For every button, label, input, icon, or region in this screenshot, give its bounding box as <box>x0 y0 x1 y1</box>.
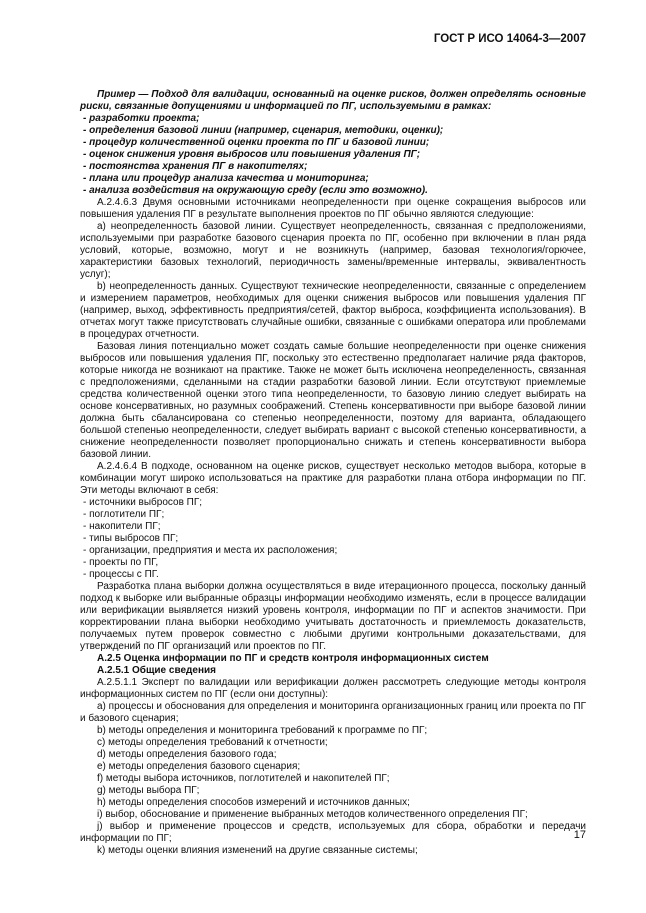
method-item: - источники выбросов ПГ; <box>83 497 203 508</box>
method-item: - процессы с ПГ. <box>83 569 159 580</box>
example-item: - плана или процедур анализа качества и мониторинга; <box>83 173 369 184</box>
method-item: - типы выбросов ПГ; <box>83 533 179 544</box>
page-number: 17 <box>573 829 586 841</box>
control-item: b) методы определения и мониторинга требований к программе по ПГ; <box>97 725 428 736</box>
control-item: d) методы определения базового года; <box>97 749 277 760</box>
control-item: c) методы определения требований к отчетности; <box>97 737 328 748</box>
method-item: - проекты по ПГ, <box>83 557 159 568</box>
paragraph-a2463: А.2.4.6.3 Двумя основными источниками неопределенности при оценке сокращения выбросов или повышения удаления ПГ в результате выполнения проектов по ПГ обычно являются следующие: <box>80 197 586 220</box>
example-intro: Пример — Подход для валидации, основанный на оценке рисков, должен определять основные риски, связанные допущениями и информацией по ПГ, используемыми в рамках: <box>80 89 586 112</box>
paragraph-b: b) неопределенность данных. Существуют технические неопределенности, связанные с определением и измерением параметров, необходимых для оценки снижения выбросов или повышения удаления ПГ (например, выход, эффективность предприятия/сетей, фактор выброса, коэффициента использования). В отчетах могут также присутствовать случайные ошибки, связанные с ошибками оператора или проблемами в процедурах отчетности. <box>80 281 586 340</box>
control-item: e) методы определения базового сценария; <box>97 761 301 772</box>
control-item: f) методы выбора источников, поглотителей и накопителей ПГ; <box>97 773 390 784</box>
control-item: g) методы выбора ПГ; <box>97 785 200 796</box>
example-item: - анализа воздействия на окружающую среду (если это возможно). <box>83 185 428 196</box>
control-item: j) выбор и применение процессов и средств, используемых для сбора, обработки и передачи информации по ПГ; <box>80 821 586 844</box>
paragraph-baseline: Базовая линия потенциально может создать самые большие неопределенности при оценке снижения выбросов или повышения удаления ПГ, поскольку это естественно предполагает наличие ряда факторов, которые никогда не возникают на практике. Также не может быть исключена неопределенность, связанная с предположениями, сделанными на стадии разработки базовой линии. Если отсутствуют приемлемые средства количественной оценки этого типа неопределенности, то базовую линию следует выбирать на основе консервативных, но разумных соображений. Степень консервативности при выборе базовой линии должна быть сбалансирована со степенью неопределенности, поэтому для варианта, обладающего большой степенью неопределенности, следует выбирать вариант с высокой степенью консервативности, а снижение неопределенности позволяет пропорционально снижать и степень консервативности выбора базовой линии. <box>80 341 586 460</box>
example-item: - оценок снижения уровня выбросов или повышения удаления ПГ; <box>83 149 421 160</box>
control-item: i) выбор, обоснование и применение выбранных методов количественного определения ПГ; <box>97 809 528 820</box>
method-item: - поглотители ПГ; <box>83 509 165 520</box>
paragraph-a2464: А.2.4.6.4 В подходе, основанном на оценке рисков, существует несколько методов выбора, которые в комбинации могут широко использоваться на практике для разработки плана отбора информации по ПГ. Эти методы включают в себя: <box>80 461 586 496</box>
page-content <box>80 89 586 857</box>
example-item: - разработки проекта; <box>83 113 200 124</box>
method-item: - организации, предприятия и места их расположения; <box>83 545 338 556</box>
document-header: ГОСТ Р ИСО 14064-3—2007 <box>433 33 586 45</box>
example-item: - процедур количественной оценки проекта по ПГ и базовой линии; <box>83 137 430 148</box>
example-item: - постоянства хранения ПГ в накопителях; <box>83 161 308 172</box>
paragraph-plan: Разработка плана выборки должна осуществляться в виде итерационного процесса, поскольку данный подход к выборке или выбранные образцы информации необходимо изменять, если в процессе валидации или верификации выявляется низкий уровень контроля, информации по ПГ и аспектов значимости. При корректировании плана выборки необходимо учитывать достаточность и приемлемость доказательств, получаемых путем проверок совместно с любыми другими контрольными доказательствами, для утверждений по ПГ организаций или проектов по ПГ. <box>80 581 586 652</box>
method-item: - накопители ПГ; <box>83 521 161 532</box>
paragraph-a: а) неопределенность базовой линии. Существует неопределенность, связанная с предположениями, используемыми при разработке базового сценария проекта по ПГ, особенно при включении в план ряда условий, которые, возможно, могут и не возникнуть (например, базовая технология/горючее, характеристики базовых технологий, периодичность замены/временные интервалы, эквивалентность услуг); <box>80 221 586 280</box>
control-item: k) методы оценки влияния изменений на другие связанные системы; <box>97 845 418 856</box>
section-heading-a251: А.2.5.1 Общие сведения <box>97 665 216 676</box>
control-item: h) методы определения способов измерений и источников данных; <box>97 797 410 808</box>
example-item: - определения базовой линии (например, сценария, методики, оценки); <box>83 125 444 136</box>
section-heading-a25: А.2.5 Оценка информации по ПГ и средств контроля информационных систем <box>97 653 489 664</box>
control-item: а) процессы и обоснования для определения и мониторинга организационных границ или проекта по ПГ и базового сценария; <box>80 701 586 724</box>
paragraph-a2511: А.2.5.1.1 Эксперт по валидации или верификации должен рассмотреть следующие методы контроля информационных систем по ПГ (если они доступны): <box>80 677 586 700</box>
